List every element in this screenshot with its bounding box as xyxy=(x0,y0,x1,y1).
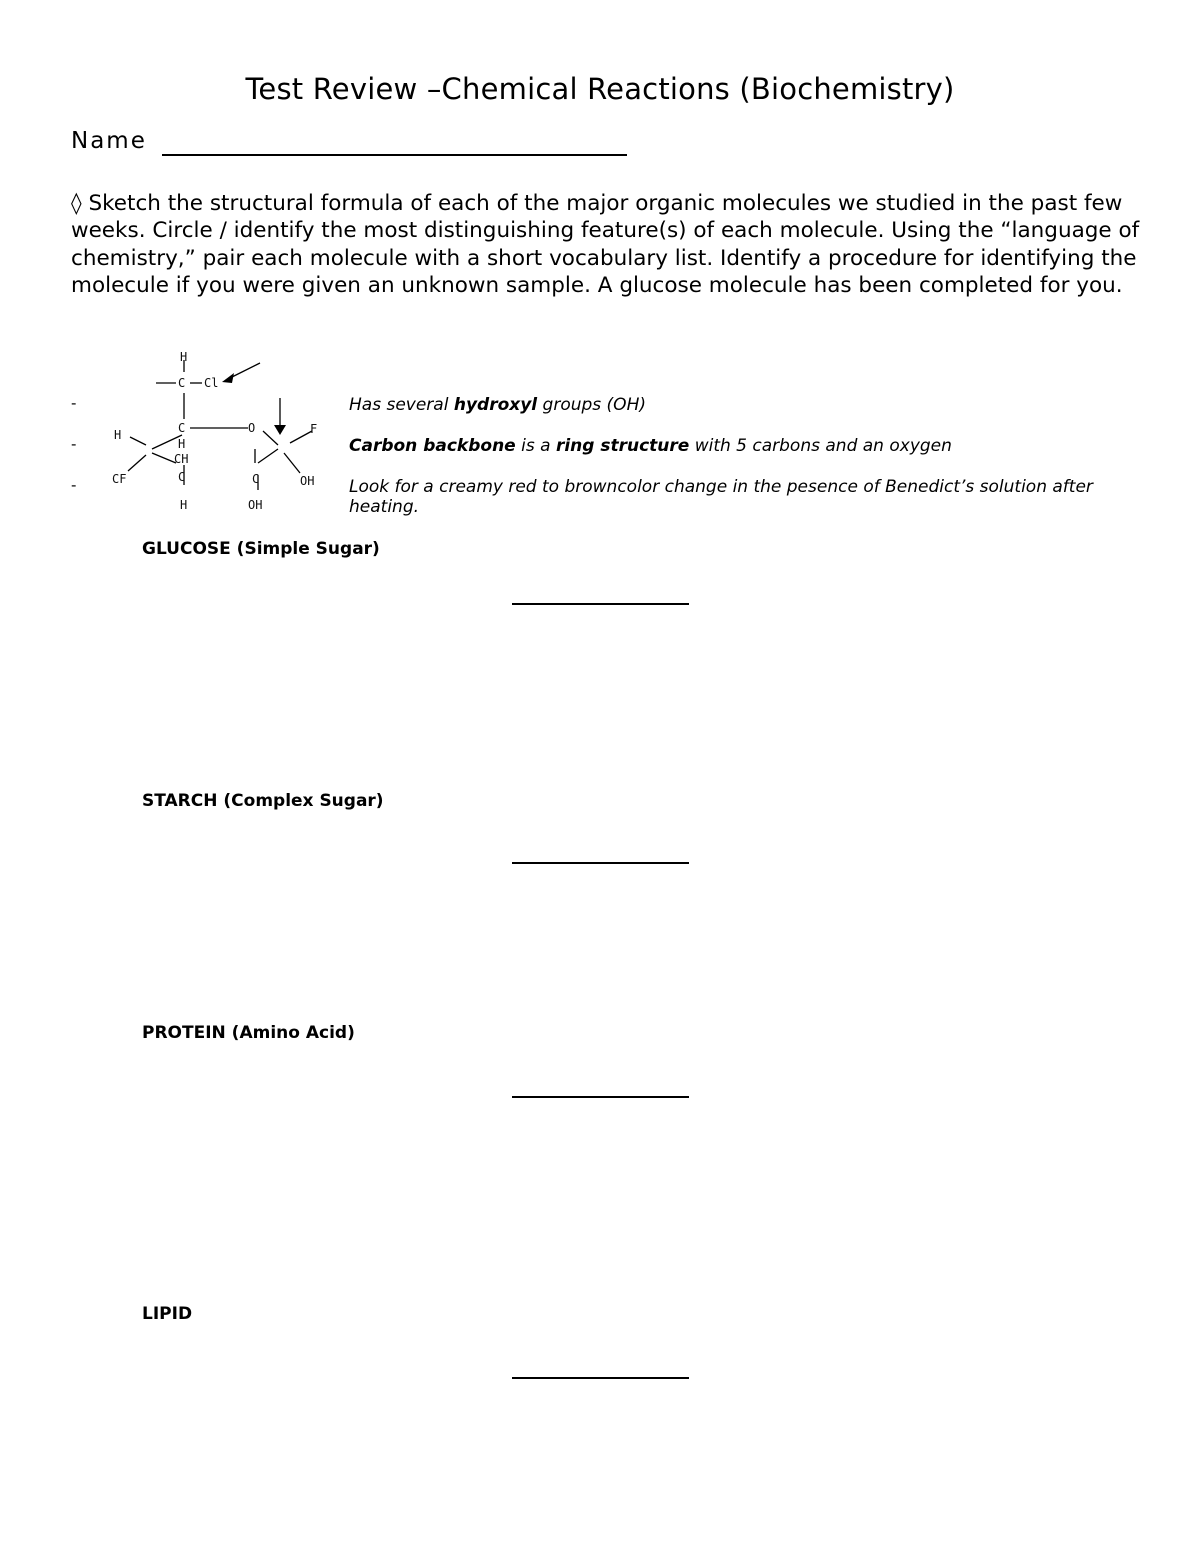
answer-blank-starch[interactable] xyxy=(512,862,689,864)
bullet-dash: - xyxy=(71,394,77,412)
answer-blank-glucose[interactable] xyxy=(512,603,689,605)
answer-blank-lipid[interactable] xyxy=(512,1377,689,1379)
atom-label: H xyxy=(114,428,122,442)
glucose-structure-diagram xyxy=(100,345,340,515)
atom-label: C xyxy=(252,472,260,486)
atom-label: H xyxy=(180,498,188,512)
page-title: Test Review –Chemical Reactions (Biochemistry) xyxy=(245,72,955,106)
atom-label: OH xyxy=(248,498,263,512)
atom-label: OH xyxy=(300,474,315,488)
atom-label: C xyxy=(178,470,186,484)
atom-label: F xyxy=(310,422,318,436)
instructions-paragraph: ◊ Sketch the structural formula of each of the major organic molecules we studied in the past few weeks. Circle / identify the most distinguishing feature(s) of each molecule. Using the “language of chemistry,” pair each molecule with a short vocabulary list. Identify a procedure for identifying the molecule if you were given an unknown sample. A glucose molecule has been completed for you. xyxy=(71,191,1140,298)
atom-label: Cl xyxy=(204,376,219,390)
section-label-glucose: GLUCOSE (Simple Sugar) xyxy=(142,539,380,559)
atom-label: H xyxy=(180,350,188,364)
section-label-lipid: LIPID xyxy=(142,1304,193,1324)
atom-label: O xyxy=(248,421,256,435)
atom-label: CF xyxy=(112,472,127,486)
vocab-item-hydroxyl: Has several hydroxyl groups (OH) xyxy=(349,395,646,415)
atom-label: C xyxy=(178,376,186,390)
answer-blank-protein[interactable] xyxy=(512,1096,689,1098)
name-field-line[interactable] xyxy=(162,154,627,156)
name-label: Name xyxy=(71,128,147,154)
section-label-protein: PROTEIN (Amino Acid) xyxy=(142,1023,355,1043)
vocab-item-backbone: Carbon backbone is a ring structure with 5 carbons and an oxygen xyxy=(349,436,952,456)
atom-label: CH xyxy=(174,452,189,466)
bullet-dash: - xyxy=(71,476,77,494)
bullet-dash: - xyxy=(71,435,77,453)
section-label-starch: STARCH (Complex Sugar) xyxy=(142,791,384,811)
atom-label: H xyxy=(178,437,186,451)
atom-label: C xyxy=(178,421,186,435)
vocab-item-benedicts: Look for a creamy red to browncolor change in the pesence of Benedict’s solution after heating. xyxy=(349,477,1093,517)
